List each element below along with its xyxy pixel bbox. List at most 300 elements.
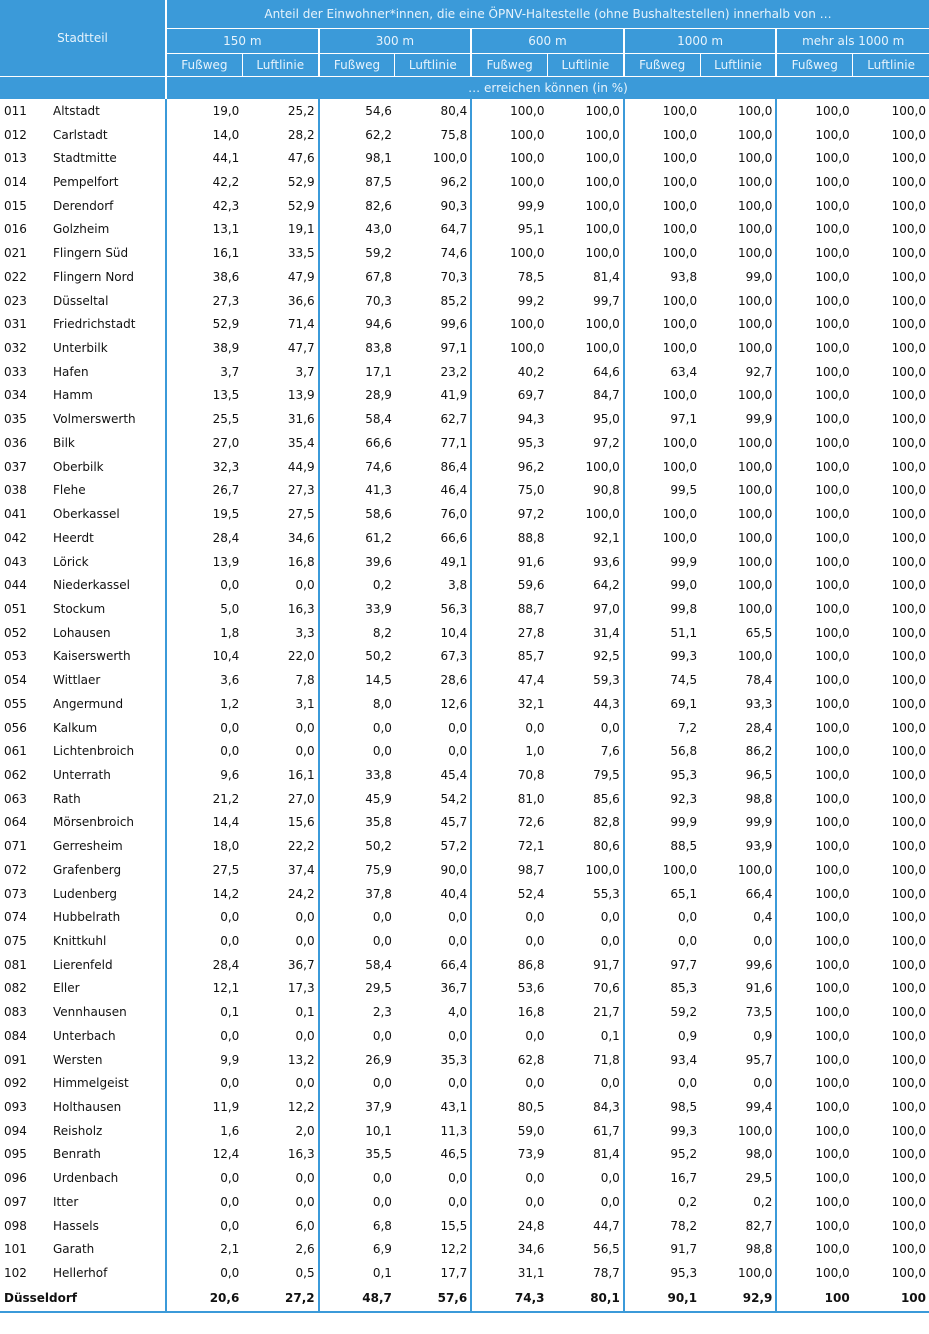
district-code: 094 xyxy=(4,1123,27,1138)
value-cell: 100,0 xyxy=(891,151,927,166)
value-cell: 4,0 xyxy=(395,1000,471,1024)
district-code: 023 xyxy=(4,293,27,308)
value-cell: 100,0 xyxy=(891,364,927,379)
value-cell: 31,4 xyxy=(548,621,624,645)
district-name: Pempelfort xyxy=(48,170,166,194)
value-cell: 97,7 xyxy=(670,957,698,972)
value-cell: 100,0 xyxy=(700,573,776,597)
value-cell: 0,0 xyxy=(395,1071,471,1095)
value-cell: 79,5 xyxy=(548,763,624,787)
value-cell: 34,6 xyxy=(242,526,318,550)
value-cell: 100,0 xyxy=(700,312,776,336)
value-cell: 65,1 xyxy=(670,886,698,901)
value-cell: 100,0 xyxy=(700,1261,776,1285)
value-cell: 100,0 xyxy=(662,198,698,213)
value-cell: 80,6 xyxy=(548,834,624,858)
value-cell: 99,9 xyxy=(517,198,545,213)
value-cell: 97,2 xyxy=(517,507,545,522)
value-cell: 100,0 xyxy=(815,720,850,735)
district-name: Knittkuhl xyxy=(48,929,166,953)
value-cell: 67,3 xyxy=(395,645,471,669)
value-cell: 52,9 xyxy=(242,194,318,218)
district-name: Düsseldorf xyxy=(0,1285,166,1312)
value-cell: 0,0 xyxy=(678,934,698,949)
value-cell: 100,0 xyxy=(510,127,545,142)
value-cell: 15,5 xyxy=(395,1214,471,1238)
header-luftlinie: Luftlinie xyxy=(548,54,624,77)
value-cell: 0,0 xyxy=(242,905,318,929)
value-cell: 70,8 xyxy=(517,767,545,782)
value-cell: 42,3 xyxy=(212,198,240,213)
table-row xyxy=(0,1095,929,1119)
value-cell: 28,6 xyxy=(395,668,471,692)
district-code: 012 xyxy=(4,127,27,142)
value-cell: 99,2 xyxy=(517,293,545,308)
value-cell: 100,0 xyxy=(510,103,545,118)
value-cell: 16,1 xyxy=(212,246,240,261)
value-cell: 0,0 xyxy=(242,573,318,597)
district-name: Hamm xyxy=(48,384,166,408)
value-cell: 64,2 xyxy=(548,573,624,597)
value-cell: 100,0 xyxy=(891,293,927,308)
value-cell: 100,0 xyxy=(815,554,850,569)
value-cell: 93,8 xyxy=(670,269,698,284)
district-name: Lörick xyxy=(48,550,166,574)
value-cell: 100,0 xyxy=(662,507,698,522)
table-row xyxy=(0,146,929,170)
value-cell: 12,1 xyxy=(212,981,240,996)
value-cell: 17,1 xyxy=(365,364,392,379)
value-cell: 100,0 xyxy=(700,336,776,360)
value-cell: 57,6 xyxy=(395,1285,471,1312)
value-cell: 23,2 xyxy=(395,360,471,384)
value-cell: 0,0 xyxy=(220,1194,240,1209)
value-cell: 57,2 xyxy=(395,834,471,858)
value-cell: 80,1 xyxy=(548,1285,624,1312)
value-cell: 100,0 xyxy=(891,246,927,261)
value-cell: 0,0 xyxy=(525,1171,545,1186)
value-cell: 41,9 xyxy=(395,384,471,408)
value-cell: 100,0 xyxy=(510,246,545,261)
value-cell: 100,0 xyxy=(662,317,698,332)
value-cell: 100,0 xyxy=(815,791,850,806)
value-cell: 100,0 xyxy=(815,127,850,142)
value-cell: 0,0 xyxy=(372,744,392,759)
value-cell: 100,0 xyxy=(891,530,927,545)
value-cell: 80,5 xyxy=(517,1100,545,1115)
value-cell: 58,4 xyxy=(365,412,392,427)
value-cell: 100,0 xyxy=(891,1100,927,1115)
header-luftlinie: Luftlinie xyxy=(700,54,776,77)
value-cell: 100,0 xyxy=(815,696,850,711)
table-row xyxy=(0,431,929,455)
value-cell: 45,7 xyxy=(395,811,471,835)
value-cell: 0,0 xyxy=(700,1071,776,1095)
table-row xyxy=(0,384,929,408)
district-code: 014 xyxy=(4,175,27,190)
value-cell: 2,1 xyxy=(220,1242,240,1257)
district-name: Stockum xyxy=(48,597,166,621)
district-code: 015 xyxy=(4,198,27,213)
value-cell: 16,7 xyxy=(670,1171,698,1186)
value-cell: 66,6 xyxy=(365,435,392,450)
value-cell: 100,0 xyxy=(662,103,698,118)
value-cell: 100,0 xyxy=(815,341,850,356)
value-cell: 74,3 xyxy=(471,1285,547,1312)
district-code: 064 xyxy=(4,815,27,830)
value-cell: 0,0 xyxy=(220,934,240,949)
district-name: Golzheim xyxy=(48,218,166,242)
district-code: 043 xyxy=(4,554,27,569)
district-code: 035 xyxy=(4,412,27,427)
value-cell: 100,0 xyxy=(815,673,850,688)
value-cell: 37,4 xyxy=(242,858,318,882)
value-cell: 100,0 xyxy=(815,483,850,498)
value-cell: 3,7 xyxy=(242,360,318,384)
district-name: Lohausen xyxy=(48,621,166,645)
value-cell: 10,4 xyxy=(212,649,240,664)
value-cell: 100,0 xyxy=(662,530,698,545)
value-cell: 78,4 xyxy=(700,668,776,692)
value-cell: 24,8 xyxy=(517,1218,545,1233)
value-cell: 100,0 xyxy=(662,862,698,877)
value-cell: 0,1 xyxy=(372,1266,392,1281)
table-row xyxy=(0,1071,929,1095)
value-cell: 100,0 xyxy=(548,218,624,242)
value-cell: 0,0 xyxy=(395,905,471,929)
district-name: Benrath xyxy=(48,1143,166,1167)
value-cell: 9,9 xyxy=(220,1052,240,1067)
value-cell: 98,0 xyxy=(700,1143,776,1167)
value-cell: 56,3 xyxy=(395,597,471,621)
header-stadtteil: Stadtteil xyxy=(0,0,166,77)
value-cell: 44,1 xyxy=(212,151,240,166)
district-name: Gerresheim xyxy=(48,834,166,858)
value-cell: 100,0 xyxy=(815,578,850,593)
district-name: Urdenbach xyxy=(48,1166,166,1190)
value-cell: 0,0 xyxy=(220,1076,240,1091)
value-cell: 100,0 xyxy=(700,502,776,526)
value-cell: 0,0 xyxy=(548,929,624,953)
table-row xyxy=(0,716,929,740)
value-cell: 16,1 xyxy=(242,763,318,787)
value-cell: 31,1 xyxy=(517,1266,545,1281)
table-row xyxy=(0,336,929,360)
value-cell: 26,7 xyxy=(212,483,240,498)
table-row xyxy=(0,834,929,858)
value-cell: 93,3 xyxy=(700,692,776,716)
value-cell: 56,5 xyxy=(548,1238,624,1262)
value-cell: 36,7 xyxy=(395,977,471,1001)
value-cell: 2,3 xyxy=(372,1005,392,1020)
table-row xyxy=(0,882,929,906)
value-cell: 54,6 xyxy=(365,103,392,118)
value-cell: 6,8 xyxy=(372,1218,392,1233)
district-name: Hubbelrath xyxy=(48,905,166,929)
value-cell: 85,7 xyxy=(517,649,545,664)
value-cell: 0,0 xyxy=(220,744,240,759)
value-cell: 73,9 xyxy=(517,1147,545,1162)
value-cell: 32,3 xyxy=(212,459,240,474)
table-row xyxy=(0,526,929,550)
value-cell: 100,0 xyxy=(891,649,927,664)
value-cell: 95,3 xyxy=(670,1266,698,1281)
value-cell: 100,0 xyxy=(815,1100,850,1115)
value-cell: 12,2 xyxy=(395,1238,471,1262)
header-luftlinie: Luftlinie xyxy=(395,54,471,77)
value-cell: 14,5 xyxy=(365,673,392,688)
header-fussweg: Fußweg xyxy=(319,54,395,77)
district-name: Oberbilk xyxy=(48,455,166,479)
value-cell: 88,5 xyxy=(670,839,698,854)
value-cell: 0,0 xyxy=(395,1024,471,1048)
value-cell: 99,3 xyxy=(670,649,698,664)
value-cell: 16,8 xyxy=(242,550,318,574)
value-cell: 100,0 xyxy=(815,1123,850,1138)
value-cell: 43,1 xyxy=(395,1095,471,1119)
value-cell: 99,4 xyxy=(700,1095,776,1119)
value-cell: 100,0 xyxy=(548,858,624,882)
value-cell: 27,3 xyxy=(242,479,318,503)
district-code: 038 xyxy=(4,483,27,498)
value-cell: 100,0 xyxy=(700,597,776,621)
value-cell: 34,6 xyxy=(517,1242,545,1257)
value-cell: 46,5 xyxy=(395,1143,471,1167)
value-cell: 100,0 xyxy=(662,341,698,356)
value-cell: 100,0 xyxy=(815,744,850,759)
value-cell: 100,0 xyxy=(891,1076,927,1091)
value-cell: 100,0 xyxy=(815,1052,850,1067)
value-cell: 49,1 xyxy=(395,550,471,574)
value-cell: 65,5 xyxy=(700,621,776,645)
district-name: Altstadt xyxy=(48,99,166,123)
value-cell: 76,0 xyxy=(395,502,471,526)
value-cell: 0,0 xyxy=(678,1076,698,1091)
district-code: 091 xyxy=(4,1052,27,1067)
value-cell: 75,8 xyxy=(395,123,471,147)
value-cell: 100,0 xyxy=(815,625,850,640)
value-cell: 100,0 xyxy=(815,1076,850,1091)
value-cell: 100,0 xyxy=(815,839,850,854)
value-cell: 41,3 xyxy=(365,483,392,498)
value-cell: 82,8 xyxy=(548,811,624,835)
header-spacer xyxy=(0,77,166,100)
value-cell: 0,0 xyxy=(220,1266,240,1281)
value-cell: 3,7 xyxy=(220,364,240,379)
value-cell: 3,6 xyxy=(220,673,240,688)
value-cell: 100,0 xyxy=(891,815,927,830)
value-cell: 0,1 xyxy=(220,1005,240,1020)
value-cell: 100,0 xyxy=(815,435,850,450)
value-cell: 0,0 xyxy=(242,716,318,740)
value-cell: 0,0 xyxy=(372,1028,392,1043)
value-cell: 99,6 xyxy=(395,312,471,336)
header-reach: … erreichen können (in %) xyxy=(166,77,929,100)
value-cell: 100,0 xyxy=(700,384,776,408)
value-cell: 38,9 xyxy=(212,341,240,356)
value-cell: 19,5 xyxy=(212,507,240,522)
value-cell: 100,0 xyxy=(548,336,624,360)
value-cell: 100,0 xyxy=(891,1266,927,1281)
value-cell: 88,8 xyxy=(517,530,545,545)
value-cell: 100,0 xyxy=(891,1218,927,1233)
value-cell: 100,0 xyxy=(700,170,776,194)
value-cell: 95,3 xyxy=(517,435,545,450)
header-distance-300: 300 m xyxy=(319,29,472,54)
value-cell: 44,3 xyxy=(548,692,624,716)
value-cell: 64,7 xyxy=(395,218,471,242)
district-code: 061 xyxy=(4,744,27,759)
table-row xyxy=(0,194,929,218)
header-distance-150: 150 m xyxy=(166,29,319,54)
value-cell: 29,5 xyxy=(365,981,392,996)
table-row xyxy=(0,929,929,953)
value-cell: 0,9 xyxy=(700,1024,776,1048)
value-cell: 100,0 xyxy=(700,194,776,218)
value-cell: 27,5 xyxy=(212,862,240,877)
value-cell: 69,1 xyxy=(670,696,698,711)
value-cell: 92,5 xyxy=(548,645,624,669)
value-cell: 13,9 xyxy=(242,384,318,408)
value-cell: 95,1 xyxy=(517,222,545,237)
value-cell: 13,2 xyxy=(242,1048,318,1072)
value-cell: 98,1 xyxy=(365,151,392,166)
table-row xyxy=(0,787,929,811)
value-cell: 20,6 xyxy=(166,1285,242,1312)
value-cell: 100,0 xyxy=(815,981,850,996)
value-cell: 78,7 xyxy=(548,1261,624,1285)
district-code: 096 xyxy=(4,1171,27,1186)
value-cell: 100,0 xyxy=(815,910,850,925)
value-cell: 0,0 xyxy=(548,905,624,929)
value-cell: 100,0 xyxy=(891,269,927,284)
value-cell: 100,0 xyxy=(548,502,624,526)
value-cell: 100,0 xyxy=(815,1266,850,1281)
value-cell: 44,7 xyxy=(548,1214,624,1238)
value-cell: 92,9 xyxy=(700,1285,776,1312)
value-cell: 14,2 xyxy=(212,886,240,901)
district-name: Rath xyxy=(48,787,166,811)
value-cell: 91,7 xyxy=(670,1242,698,1257)
value-cell: 17,3 xyxy=(242,977,318,1001)
value-cell: 14,4 xyxy=(212,815,240,830)
value-cell: 47,7 xyxy=(242,336,318,360)
district-code: 073 xyxy=(4,886,27,901)
value-cell: 56,8 xyxy=(670,744,698,759)
value-cell: 84,7 xyxy=(548,384,624,408)
value-cell: 28,2 xyxy=(242,123,318,147)
value-cell: 92,3 xyxy=(670,791,698,806)
value-cell: 13,1 xyxy=(212,222,240,237)
value-cell: 24,2 xyxy=(242,882,318,906)
value-cell: 54,2 xyxy=(395,787,471,811)
value-cell: 100,0 xyxy=(891,981,927,996)
value-cell: 66,6 xyxy=(395,526,471,550)
table-row xyxy=(0,455,929,479)
value-cell: 13,9 xyxy=(212,554,240,569)
value-cell: 100,0 xyxy=(891,127,927,142)
district-name: Reisholz xyxy=(48,1119,166,1143)
value-cell: 48,7 xyxy=(319,1285,395,1312)
value-cell: 99,6 xyxy=(700,953,776,977)
value-cell: 62,2 xyxy=(365,127,392,142)
district-name: Wersten xyxy=(48,1048,166,1072)
value-cell: 91,6 xyxy=(517,554,545,569)
value-cell: 97,1 xyxy=(395,336,471,360)
value-cell: 100,0 xyxy=(815,815,850,830)
table-row xyxy=(0,123,929,147)
value-cell: 12,6 xyxy=(395,692,471,716)
value-cell: 25,2 xyxy=(242,99,318,123)
value-cell: 100,0 xyxy=(815,1218,850,1233)
value-cell: 97,2 xyxy=(548,431,624,455)
value-cell: 27,0 xyxy=(242,787,318,811)
value-cell: 59,2 xyxy=(670,1005,698,1020)
value-cell: 78,2 xyxy=(670,1218,698,1233)
value-cell: 100,0 xyxy=(510,317,545,332)
table-row xyxy=(0,977,929,1001)
district-code: 083 xyxy=(4,1005,27,1020)
value-cell: 80,4 xyxy=(395,99,471,123)
district-code: 031 xyxy=(4,317,27,332)
district-code: 093 xyxy=(4,1100,27,1115)
district-code: 041 xyxy=(4,507,27,522)
value-cell: 77,1 xyxy=(395,431,471,455)
value-cell: 50,2 xyxy=(365,839,392,854)
value-cell: 40,2 xyxy=(517,364,545,379)
value-cell: 16,3 xyxy=(242,1143,318,1167)
value-cell: 100,0 xyxy=(891,1242,927,1257)
district-code: 037 xyxy=(4,459,27,474)
value-cell: 100,0 xyxy=(891,910,927,925)
value-cell: 27,3 xyxy=(212,293,240,308)
value-cell: 6,0 xyxy=(242,1214,318,1238)
value-cell: 0,5 xyxy=(242,1261,318,1285)
district-name: Düsseltal xyxy=(48,289,166,313)
value-cell: 58,4 xyxy=(365,957,392,972)
value-cell: 1,6 xyxy=(220,1123,240,1138)
value-cell: 100,0 xyxy=(815,1171,850,1186)
value-cell: 0,0 xyxy=(678,910,698,925)
district-code: 055 xyxy=(4,696,27,711)
value-cell: 100,0 xyxy=(700,123,776,147)
district-name: Flingern Nord xyxy=(48,265,166,289)
value-cell: 62,7 xyxy=(395,407,471,431)
value-cell: 0,0 xyxy=(372,720,392,735)
value-cell: 19,1 xyxy=(242,218,318,242)
value-cell: 100,0 xyxy=(815,293,850,308)
table-row xyxy=(0,1000,929,1024)
value-cell: 90,3 xyxy=(395,194,471,218)
value-cell: 100,0 xyxy=(815,886,850,901)
value-cell: 100,0 xyxy=(815,103,850,118)
value-cell: 83,8 xyxy=(365,341,392,356)
table-row xyxy=(0,407,929,431)
value-cell: 62,8 xyxy=(517,1052,545,1067)
value-cell: 100,0 xyxy=(891,1028,927,1043)
value-cell: 96,5 xyxy=(700,763,776,787)
value-cell: 85,2 xyxy=(395,289,471,313)
value-cell: 0,0 xyxy=(372,1194,392,1209)
value-cell: 86,2 xyxy=(700,739,776,763)
value-cell: 33,9 xyxy=(365,601,392,616)
value-cell: 100,0 xyxy=(815,957,850,972)
value-cell: 12,2 xyxy=(242,1095,318,1119)
district-name: Unterbach xyxy=(48,1024,166,1048)
district-name: Lierenfeld xyxy=(48,953,166,977)
value-cell: 100,0 xyxy=(891,198,927,213)
value-cell: 100,0 xyxy=(395,146,471,170)
